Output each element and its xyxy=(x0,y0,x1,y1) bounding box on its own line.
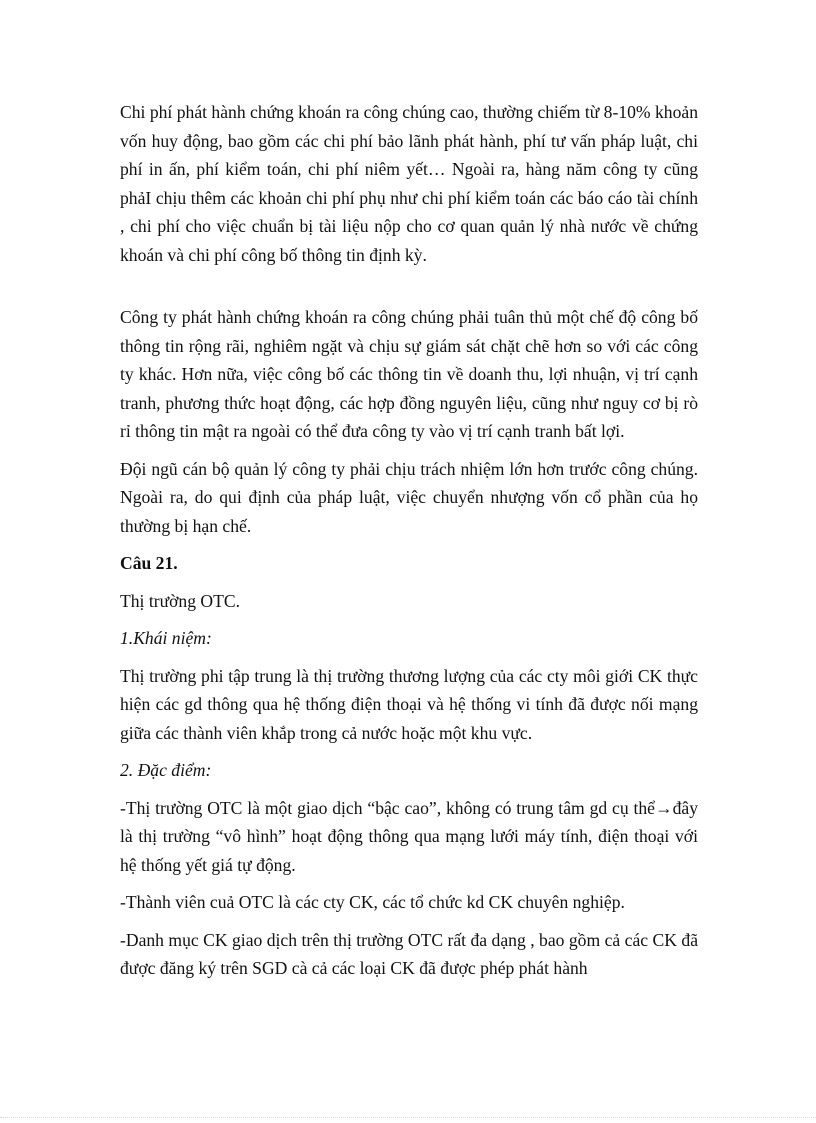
paragraph-definition: Thị trường phi tập trung là thị trường thương lượng của các cty môi giới CK thực hiện các gd thông qua hệ thống điện thoại và hệ thống vi tính đã được nối mạng giữa các thành viên khắp trong cả nước hoặc một khu vực. xyxy=(120,665,698,743)
subheading-concept: 1.Khái niệm: xyxy=(120,628,212,648)
document-page xyxy=(120,98,698,983)
feature-item: -Thị trường OTC là một giao dịch “bậc cao”, không có trung tâm gd cụ thể→đây là thị trường “vô hình” hoạt động thông qua mạng lưới máy tính, điện thoại với hệ thống yết giá tự động. xyxy=(120,797,698,875)
topic-title: Thị trường OTC. xyxy=(120,590,240,611)
paragraph-disclosure-obligations: Công ty phát hành chứng khoán ra công chúng phải tuân thủ một chế độ công bố thông tin rộng rãi, nghiêm ngặt và chịu sự giám sát chặt chẽ hơn so với các công ty khác. Hơn nữa, việc công bố các thông tin về doanh thu, lợi nhuận, vị trí cạnh tranh, phương thức hoạt động, các hợp đồng nguyên liệu, cũng như nguy cơ bị rò rỉ thông tin mật ra ngoài có thể đưa công ty vào vị trí cạnh tranh bất lợi. xyxy=(120,307,698,441)
subheading-characteristics: 2. Đặc điểm: xyxy=(120,760,212,780)
paragraph-management-responsibility: Đội ngũ cán bộ quản lý công ty phải chịu trách nhiệm lớn hơn trước công chúng. Ngoài ra, do qui định của pháp luật, việc chuyển nhượng vốn cổ phần của họ thường bị hạn chế. xyxy=(120,458,698,536)
page-bottom-divider xyxy=(0,1117,816,1118)
paragraph-issuance-costs: Chi phí phát hành chứng khoán ra công chúng cao, thường chiếm từ 8-10% khoản vốn huy động, bao gồm các chi phí bảo lãnh phát hành, phí tư vấn pháp luật, chi phí in ấn, phí kiểm toán, chi phí niêm yết… Ngoài ra, hàng năm công ty cũng phảI chịu thêm các khoản chi phí phụ như chi phí kiểm toán các báo cáo tài chính , chi phí cho việc chuẩn bị tài liệu nộp cho cơ quan quản lý nhà nước về chứng khoán và chi phí công bố thông tin định kỳ. xyxy=(120,102,698,265)
feature-item: -Thành viên cuả OTC là các cty CK, các tổ chức kd CK chuyên nghiệp. xyxy=(120,892,625,912)
section-heading: Câu 21. xyxy=(120,553,178,573)
feature-item: -Danh mục CK giao dịch trên thị trường OTC rất đa dạng , bao gồm cả các CK đã được đăng ký trên SGD cà cả các loại CK đã được phép phát hành xyxy=(120,929,698,978)
